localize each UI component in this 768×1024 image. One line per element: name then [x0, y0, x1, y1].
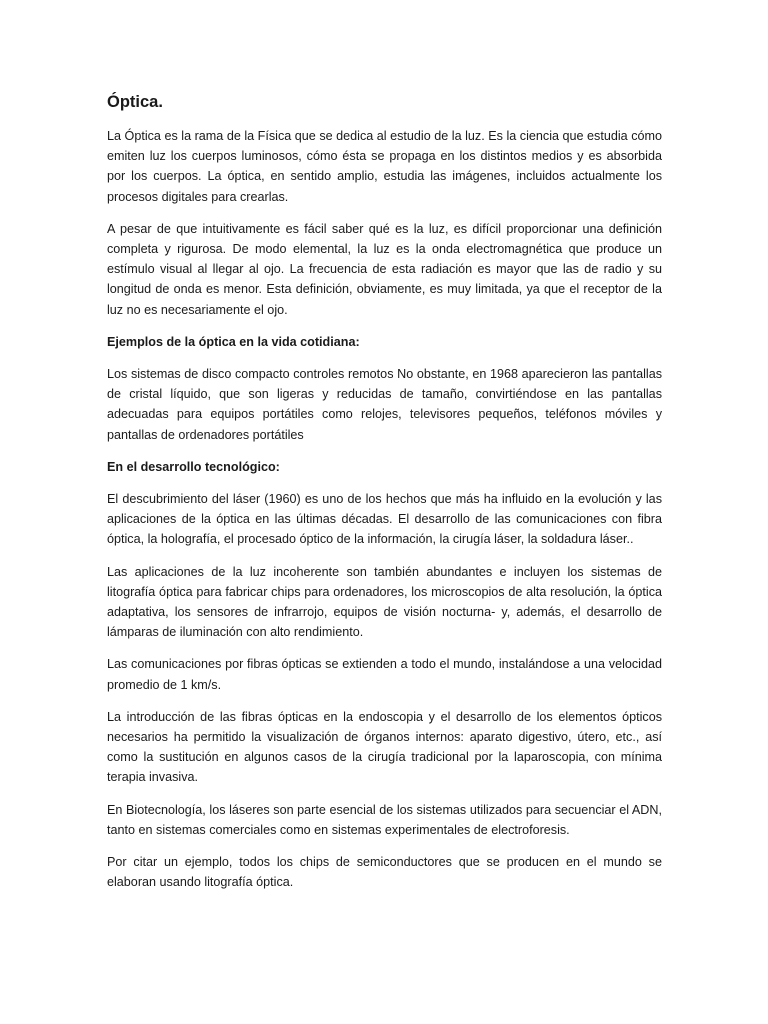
everyday-examples-paragraph: Los sistemas de disco compacto controles remotos No obstante, en 1968 aparecieron las pantallas de cristal líquido, que son ligeras y reducidas de tamaño, convirtiéndose en las pantallas adecuadas para equipos portátiles como relojes, televisores pequeños, teléfonos móviles y pantallas de ordenadores portátiles: [107, 367, 662, 442]
technology-paragraph-lithography: Por citar un ejemplo, todos los chips de semiconductores que se producen en el mundo se elaboran usando litografía óptica.: [107, 855, 662, 890]
intro-paragraph-2: A pesar de que intuitivamente es fácil saber qué es la luz, es difícil proporcionar una definición completa y rigurosa. De modo elemental, la luz es la onda electromagnética que produce un estímulo visual al llegar al ojo. La frecuencia de esta radiación es mayor que las de radio y su longitud de onda es menor. Esta definición, obviamente, es muy limitada, ya que el receptor de la luz no es necesariamente el ojo.: [107, 221, 662, 317]
technology-paragraph-endoscopy: La introducción de las fibras ópticas en la endoscopia y el desarrollo de los elementos ópticos necesarios ha permitido la visualización de órganos internos: aparato digestivo, útero, etc., así como la sustitución en algunos casos de la cirugía tradicional por la laparoscopia, con mínima terapia invasiva.: [107, 709, 662, 785]
technology-paragraph-biotechnology: En Biotecnología, los láseres son parte esencial de los sistemas utilizados para secuenciar el ADN, tanto en sistemas comerciales como en sistemas experimentales de electroforesis.: [107, 802, 662, 837]
document-page: [107, 91, 662, 905]
section-heading-technology: En el desarrollo tecnológico:: [107, 459, 280, 474]
section-heading-everyday-examples: Ejemplos de la óptica en la vida cotidiana:: [107, 334, 360, 349]
technology-paragraph-incoherent-light: Las aplicaciones de la luz incoherente son también abundantes e incluyen los sistemas de litografía óptica para fabricar chips para ordenadores, los microscopios de alta resolución, la óptica adaptativa, los sensores de infrarrojo, equipos de visión nocturna- y, además, el desarrollo de lámparas de iluminación con alto rendimiento.: [107, 564, 662, 640]
document-title: Óptica.: [107, 93, 163, 111]
technology-paragraph-fiber-communications: Las comunicaciones por fibras ópticas se extienden a todo el mundo, instalándose a una velocidad promedio de 1 km/s.: [107, 657, 662, 692]
intro-paragraph-1: La Óptica es la rama de la Física que se dedica al estudio de la luz. Es la ciencia que estudia cómo emiten luz los cuerpos luminosos, cómo ésta se propaga en los distintos medios y es absorbida por los cuerpos. La óptica, en sentido amplio, estudia las imágenes, incluidos actualmente los procesos digitales para crearlas.: [107, 129, 662, 204]
technology-paragraph-laser: El descubrimiento del láser (1960) es uno de los hechos que más ha influido en la evolución y las aplicaciones de la óptica en las últimas décadas. El desarrollo de las comunicaciones con fibra óptica, la holografía, el procesado óptico de la información, la cirugía láser, la soldadura láser..: [107, 492, 662, 547]
